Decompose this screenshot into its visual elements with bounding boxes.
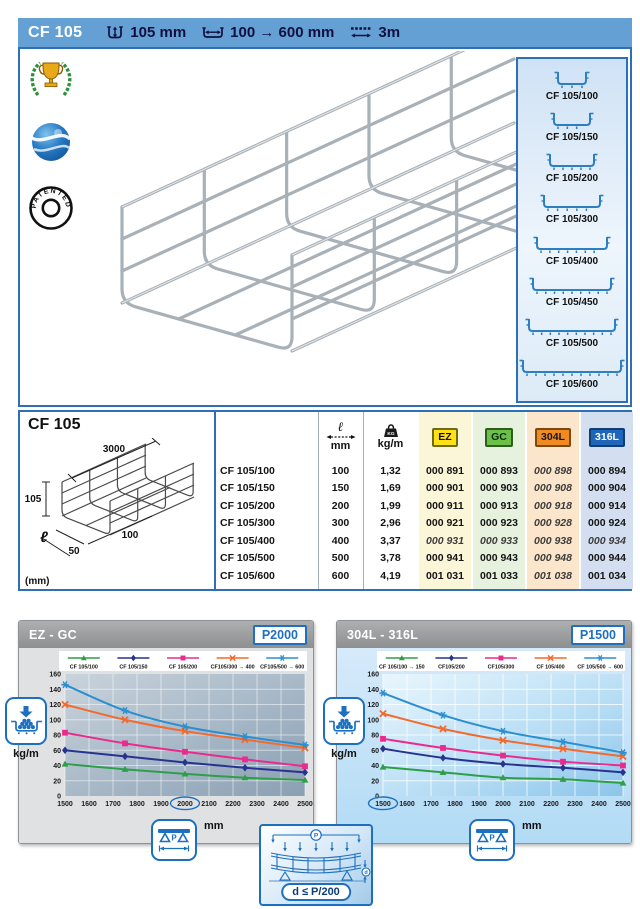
- header-cell: [318, 414, 363, 460]
- chart-body: [19, 648, 313, 843]
- part-number: 000 901: [426, 482, 464, 494]
- patented-icon: [28, 185, 74, 231]
- dimension-drawing: [22, 438, 212, 566]
- spec-width-text: 100 → 600 mm: [230, 24, 335, 41]
- spec-length-text: 3m: [378, 24, 401, 41]
- y-tick-label: 80: [53, 732, 61, 740]
- series-marker: [181, 656, 186, 661]
- x-tick-label: 2000: [495, 801, 511, 808]
- x-tick-label: 2200: [225, 801, 241, 808]
- part-number: 000 893: [480, 464, 518, 477]
- row-ref: CF 105/300: [220, 517, 275, 529]
- legend-label: CF105/200: [438, 664, 465, 671]
- profile-label: CF 105/500: [545, 337, 599, 349]
- profile-label: CF 105/400: [545, 255, 599, 267]
- part-table-section: [18, 410, 632, 591]
- hero-section: [18, 47, 632, 407]
- load-unit-label: kg/m: [331, 748, 357, 760]
- row-weight: 3,78: [380, 552, 401, 564]
- dimension-label: 105: [24, 494, 42, 505]
- y-tick-label: 140: [367, 686, 379, 694]
- x-tick-label: 2300: [567, 801, 583, 808]
- dimension-label: 100: [121, 530, 139, 541]
- load-chart: [19, 650, 313, 818]
- y-tick-label: 120: [367, 702, 379, 709]
- header-cell: [218, 414, 318, 460]
- profile-label: CF 105/300: [545, 214, 599, 226]
- x-tick-label: 2200: [543, 801, 559, 808]
- table-row: [218, 480, 634, 497]
- row-width: 150: [331, 482, 350, 494]
- spec-height: [105, 24, 186, 41]
- legend-label: CF 105/100: [69, 664, 98, 671]
- series-marker: [182, 749, 188, 755]
- table-row: [218, 515, 634, 532]
- wire-mesh-tray: [122, 51, 516, 351]
- series-marker: [500, 753, 506, 759]
- dimension-label: 3000: [102, 444, 126, 455]
- legend-label: CF105/300: [487, 664, 515, 671]
- series-marker: [620, 763, 626, 769]
- chart-title: 304L - 316L: [347, 627, 419, 642]
- table-row: [218, 567, 634, 584]
- finish-badge: 316L: [589, 428, 625, 447]
- weight-unit: kg/m: [377, 438, 404, 450]
- axis-unit-label: mm: [522, 820, 542, 832]
- dimension-label: 50: [68, 546, 80, 557]
- series-marker: [302, 763, 308, 769]
- y-tick-label: 140: [49, 686, 61, 694]
- table-row: [218, 550, 634, 567]
- finish-badge: EZ: [432, 428, 457, 447]
- profile-label: CF 105/200: [545, 173, 599, 185]
- weight-icon-text: KG: [386, 432, 395, 437]
- profile-item: [528, 276, 616, 308]
- table-title: CF 105: [28, 416, 81, 433]
- profile-item: [546, 70, 598, 102]
- chart-badge: P1500: [571, 625, 625, 645]
- part-number: 000 943: [480, 552, 518, 564]
- y-tick-label: 0: [57, 793, 61, 801]
- row-width: 600: [331, 569, 350, 582]
- y-tick-label: 60: [53, 747, 61, 755]
- x-tick-label: 1800: [447, 801, 463, 808]
- header-cell: [363, 414, 418, 460]
- y-tick-label: 60: [371, 747, 379, 755]
- profile-icon: [524, 317, 620, 337]
- chart-titlebar: [19, 621, 313, 648]
- series-marker: [62, 730, 68, 736]
- profile-label: CF 105/450: [545, 296, 599, 308]
- row-weight: 1,32: [380, 464, 401, 477]
- x-tick-label: 1700: [423, 801, 439, 808]
- part-number: 000 938: [534, 534, 572, 547]
- header-cell: [580, 414, 634, 460]
- part-number: 000 934: [588, 534, 626, 547]
- deflection-symbol: d: [364, 870, 368, 877]
- y-tick-label: 40: [53, 763, 61, 770]
- row-ref: CF 105/400: [220, 534, 275, 547]
- row-ref: CF 105/150: [220, 482, 275, 494]
- x-tick-label: 1800: [129, 801, 145, 808]
- row-weight: 4,19: [380, 569, 401, 582]
- series-marker: [242, 757, 248, 763]
- y-tick-label: 100: [49, 717, 61, 725]
- span-icon: [151, 819, 197, 861]
- x-tick-label: 1900: [153, 801, 169, 808]
- row-width: 100: [331, 464, 350, 477]
- profile-icon: [528, 276, 616, 296]
- part-number: 000 903: [480, 482, 518, 494]
- series-marker: [380, 736, 386, 742]
- x-tick-label: 1500: [375, 801, 391, 808]
- load-legend: [2, 697, 50, 760]
- x-tick-label: 2300: [249, 801, 265, 808]
- world-icon: [30, 121, 72, 163]
- width-icon: [201, 24, 225, 41]
- profile-icon: [532, 235, 612, 255]
- row-weight: 1,69: [380, 482, 401, 494]
- row-ref: CF 105/100: [220, 464, 275, 477]
- part-number: 001 033: [480, 569, 518, 582]
- profile-sidebar: [516, 57, 628, 403]
- profile-label: CF 105/150: [545, 132, 599, 144]
- part-number: 000 944: [588, 552, 626, 564]
- table-row: [218, 532, 634, 549]
- dimension-tray: [62, 444, 194, 535]
- profile-label: CF 105/600: [545, 378, 599, 390]
- y-tick-label: 80: [371, 732, 379, 740]
- table-header: [218, 414, 634, 460]
- table-row: [218, 497, 634, 514]
- units-note: (mm): [25, 576, 50, 587]
- profile-item: [539, 193, 605, 225]
- chart-titlebar: [337, 621, 631, 648]
- x-tick-label: 1500: [57, 801, 73, 808]
- legend-label: CF 105/200: [168, 664, 198, 671]
- profile-icon: [518, 358, 626, 378]
- profile-item: [545, 152, 599, 184]
- y-tick-label: 20: [53, 778, 61, 786]
- deflection-formula: d ≤ P/200: [281, 883, 351, 901]
- x-tick-label: 2100: [519, 801, 535, 808]
- profile-item: [524, 317, 620, 349]
- header-cell: [526, 414, 580, 460]
- part-number: 000 894: [588, 464, 626, 477]
- series-marker: [560, 759, 566, 765]
- profile-icon: [545, 152, 599, 172]
- x-tick-label: 2000: [177, 801, 193, 808]
- x-tick-label: 2400: [591, 801, 607, 808]
- header-cell: [418, 414, 472, 460]
- row-width: 500: [331, 552, 350, 564]
- span-symbol: P: [489, 833, 495, 843]
- part-number: 000 924: [588, 517, 626, 529]
- dimension-label: ℓ: [40, 529, 48, 546]
- part-number: 000 891: [426, 464, 464, 477]
- spec-width: [201, 24, 334, 41]
- load-icon: [323, 697, 365, 745]
- legend-label: CF105/300 → 400: [210, 664, 255, 671]
- part-number: 000 913: [480, 499, 518, 512]
- part-number: 000 948: [534, 552, 572, 564]
- product-title: CF 105: [28, 23, 83, 41]
- y-tick-label: 160: [49, 671, 61, 679]
- profile-label: CF 105/100: [545, 91, 599, 103]
- row-ref: CF 105/500: [220, 552, 275, 564]
- y-tick-label: 100: [367, 717, 379, 725]
- profile-item: [532, 235, 612, 267]
- patented-text: PATENTED: [30, 187, 72, 209]
- part-number: 000 908: [534, 482, 572, 494]
- legend-label: CF105/500 → 600: [260, 664, 305, 671]
- part-number: 000 898: [534, 464, 572, 477]
- row-weight: 1,99: [380, 499, 401, 512]
- y-tick-label: 160: [367, 671, 379, 679]
- x-tick-label: 2500: [615, 801, 631, 808]
- load-icon: [5, 697, 47, 745]
- spec-length: [349, 24, 400, 41]
- x-tick-label: 2400: [273, 801, 289, 808]
- header-cell: [472, 414, 526, 460]
- part-number: 000 933: [480, 534, 518, 547]
- finish-badge: 304L: [535, 428, 571, 447]
- profile-item: [546, 111, 598, 143]
- y-tick-label: 20: [371, 778, 379, 786]
- legend-label: CF 105/100 → 150: [379, 664, 425, 671]
- y-tick-label: 0: [375, 793, 379, 801]
- row-ref: CF 105/600: [220, 569, 275, 582]
- weight-icon: [383, 424, 399, 438]
- finish-badge: GC: [485, 428, 513, 447]
- x-tick-label: 2100: [201, 801, 217, 808]
- y-tick-label: 40: [371, 763, 379, 770]
- part-number: 001 031: [426, 569, 464, 582]
- deflection-diagram: [259, 824, 373, 906]
- part-number: 000 923: [480, 517, 518, 529]
- dimension-drawing-cell: [20, 412, 216, 589]
- part-number: 000 914: [588, 499, 626, 512]
- load-unit-label: kg/m: [13, 748, 39, 760]
- x-tick-label: 1600: [81, 801, 97, 808]
- table-row: [218, 462, 634, 479]
- row-ref: CF 105/200: [220, 499, 275, 512]
- part-number: 000 921: [426, 517, 464, 529]
- profile-item: [518, 358, 626, 390]
- chart-title: EZ - GC: [29, 627, 77, 642]
- row-weight: 3,37: [380, 534, 401, 547]
- part-number: 000 931: [426, 534, 464, 547]
- x-tick-label: 2500: [297, 801, 313, 808]
- x-tick-label: 1900: [471, 801, 487, 808]
- part-number: 000 928: [534, 517, 572, 529]
- part-number: 000 918: [534, 499, 572, 512]
- series-marker: [499, 656, 504, 661]
- series-marker: [440, 745, 446, 751]
- profile-icon: [549, 111, 595, 131]
- length-icon: [349, 24, 373, 41]
- part-number: 000 941: [426, 552, 464, 564]
- chart-badge: P2000: [253, 625, 307, 645]
- header-bar: [18, 18, 632, 47]
- part-number: 000 911: [426, 499, 464, 512]
- product-image: [70, 51, 516, 403]
- load-chart: [337, 650, 631, 818]
- part-table: [218, 412, 634, 589]
- y-tick-label: 120: [49, 702, 61, 709]
- row-weight: 2,96: [380, 517, 401, 529]
- profile-icon: [553, 70, 591, 90]
- x-tick-label: 1700: [105, 801, 121, 808]
- load-legend: [320, 697, 368, 760]
- row-width: 200: [331, 499, 350, 512]
- height-icon: [105, 24, 125, 41]
- part-number: 000 904: [588, 482, 626, 494]
- chart-body: [337, 648, 631, 843]
- span-icon: [469, 819, 515, 861]
- spec-height-text: 105 mm: [130, 24, 187, 41]
- width-symbol: ℓ: [337, 420, 344, 435]
- profile-icon: [539, 193, 605, 213]
- width-unit: mm: [330, 440, 351, 452]
- legend-label: CF 105/500 → 600: [577, 664, 623, 671]
- table-rows: [218, 462, 634, 584]
- legend-label: CF 105/400: [536, 664, 565, 671]
- span-symbol: P: [313, 832, 319, 840]
- axis-unit-label: mm: [204, 820, 224, 832]
- series-marker: [122, 740, 128, 746]
- chart-panel-304l-316l: [336, 620, 632, 844]
- legend-label: CF 105/150: [119, 664, 148, 671]
- x-tick-label: 1600: [399, 801, 415, 808]
- part-number: 001 034: [588, 569, 626, 582]
- chart-panel-ez-gc: [18, 620, 314, 844]
- row-width: 400: [331, 534, 350, 547]
- part-number: 001 038: [534, 569, 572, 582]
- award-icon: [28, 57, 74, 99]
- row-width: 300: [331, 517, 350, 529]
- span-symbol: P: [171, 833, 177, 843]
